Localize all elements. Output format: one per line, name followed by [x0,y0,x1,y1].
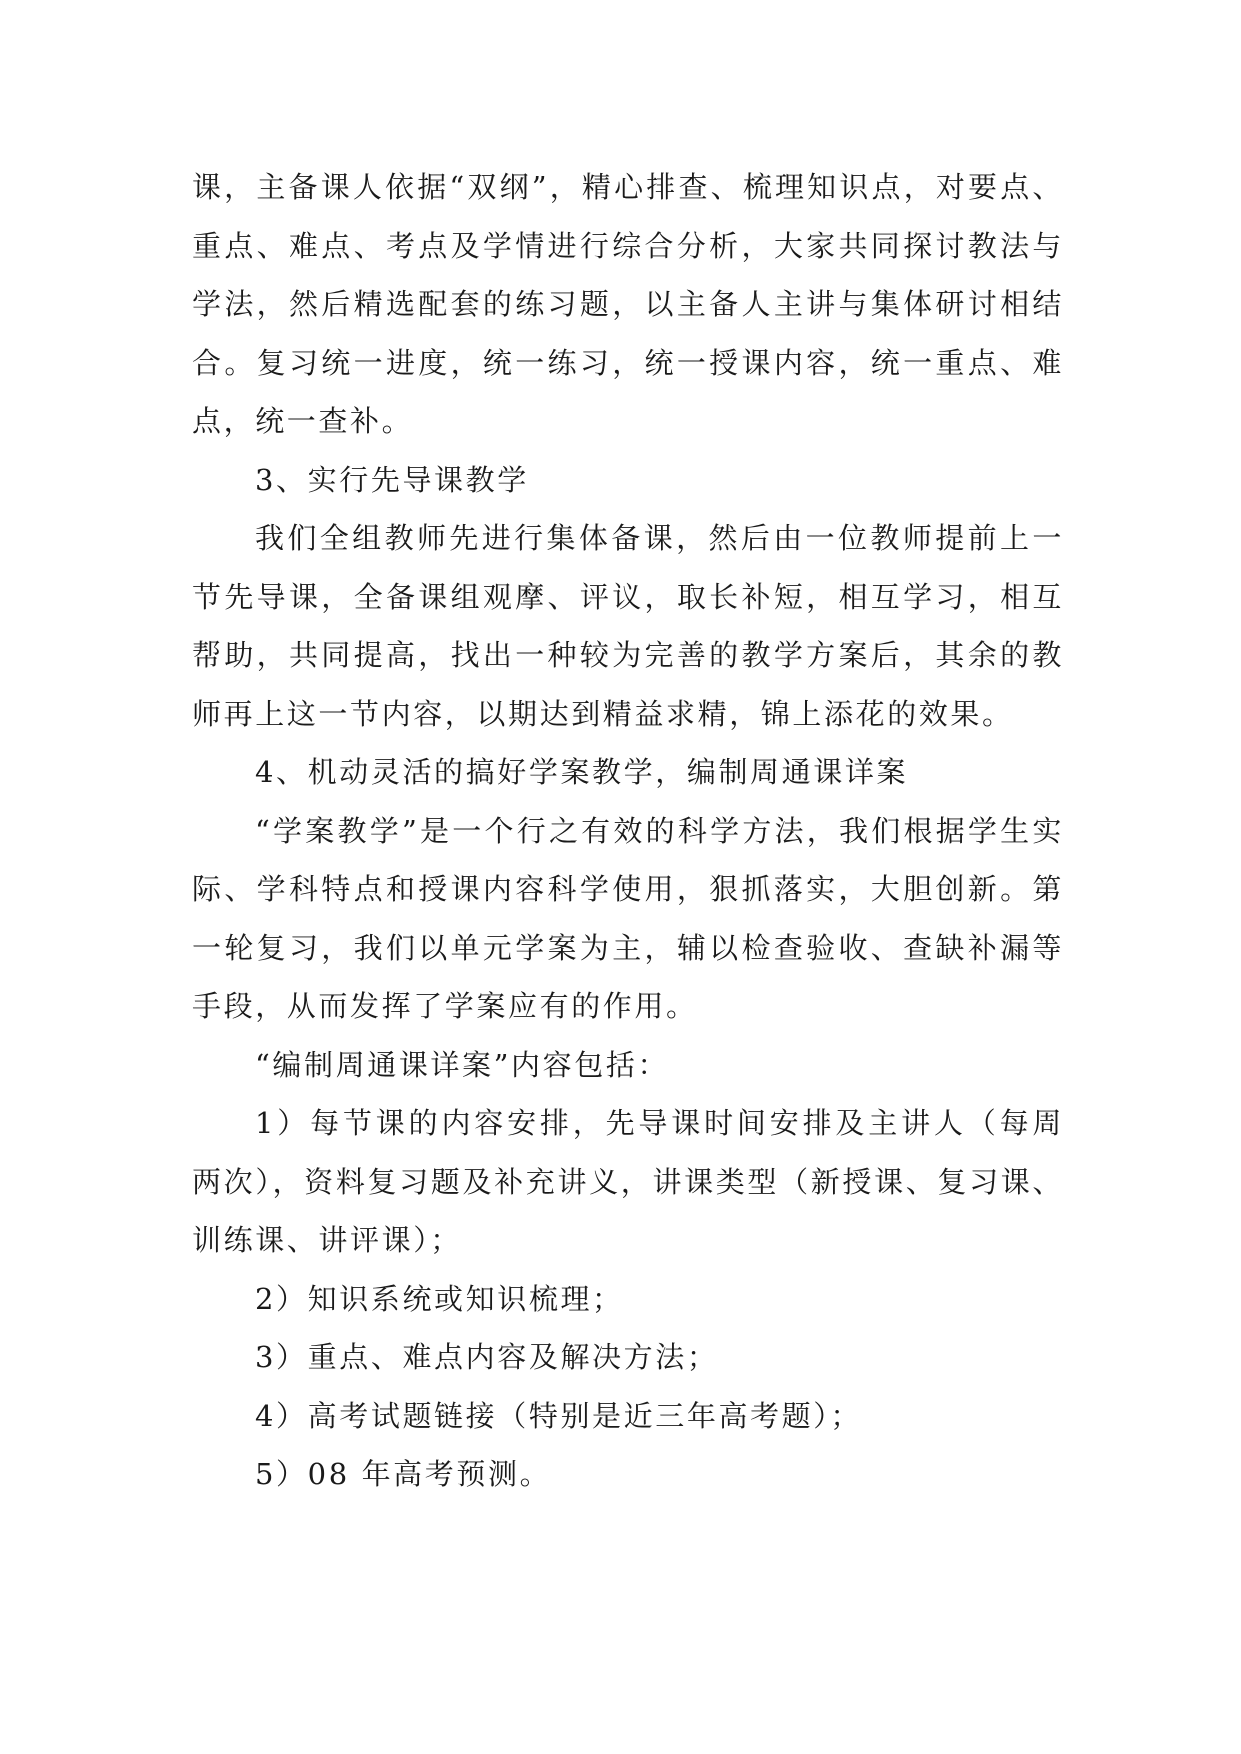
document-body [192,158,1064,1504]
paragraph-continued: 课，主备课人依据“双纲”，精心排查、梳理知识点，对要点、重点、难点、考点及学情进行综合分析，大家共同探讨教法与学法，然后精选配套的练习题，以主备人主讲与集体研讨相结合。复习统一进度，统一练习，统一授课内容，统一重点、难点，统一查补。 [192,170,1064,438]
list-item-3: 3）重点、难点内容及解决方法； [255,1340,719,1374]
list-item-2: 2）知识系统或知识梳理； [255,1281,624,1316]
section-heading-4: 4、机动灵活的搞好学案教学，编制周通课详案 [255,755,909,789]
paragraph-study-plan: “学案教学”是一个行之有效的科学方法，我们根据学生实际、学科特点和授课内容科学使用，狠抓落实，大胆创新。第一轮复习，我们以单元学案为主，辅以检查验收、查缺补漏等手段，从而发挥了学案应有的作用。 [192,813,1064,1023]
paragraph-pilot-lesson: 我们全组教师先进行集体备课，然后由一位教师提前上一节先导课，全备课组观摩、评议，取长补短，相互学习，相互帮助，共同提高，找出一种较为完善的教学方案后，其余的教师再上这一节内容，以期达到精益求精，锦上添花的效果。 [192,521,1064,731]
paragraph-weekly-plan-intro: “编制周通课详案”内容包括： [255,1047,670,1082]
list-item-1: 1）每节课的内容安排，先导课时间安排及主讲人（每周两次），资料复习题及补充讲义，讲课类型（新授课、复习课、训练课、讲评课）； [192,1106,1064,1257]
list-item-5: 5）08 年高考预测。 [255,1457,552,1491]
section-heading-3: 3、实行先导课教学 [255,462,529,497]
list-item-4: 4）高考试题链接（特别是近三年高考题）； [255,1398,862,1433]
